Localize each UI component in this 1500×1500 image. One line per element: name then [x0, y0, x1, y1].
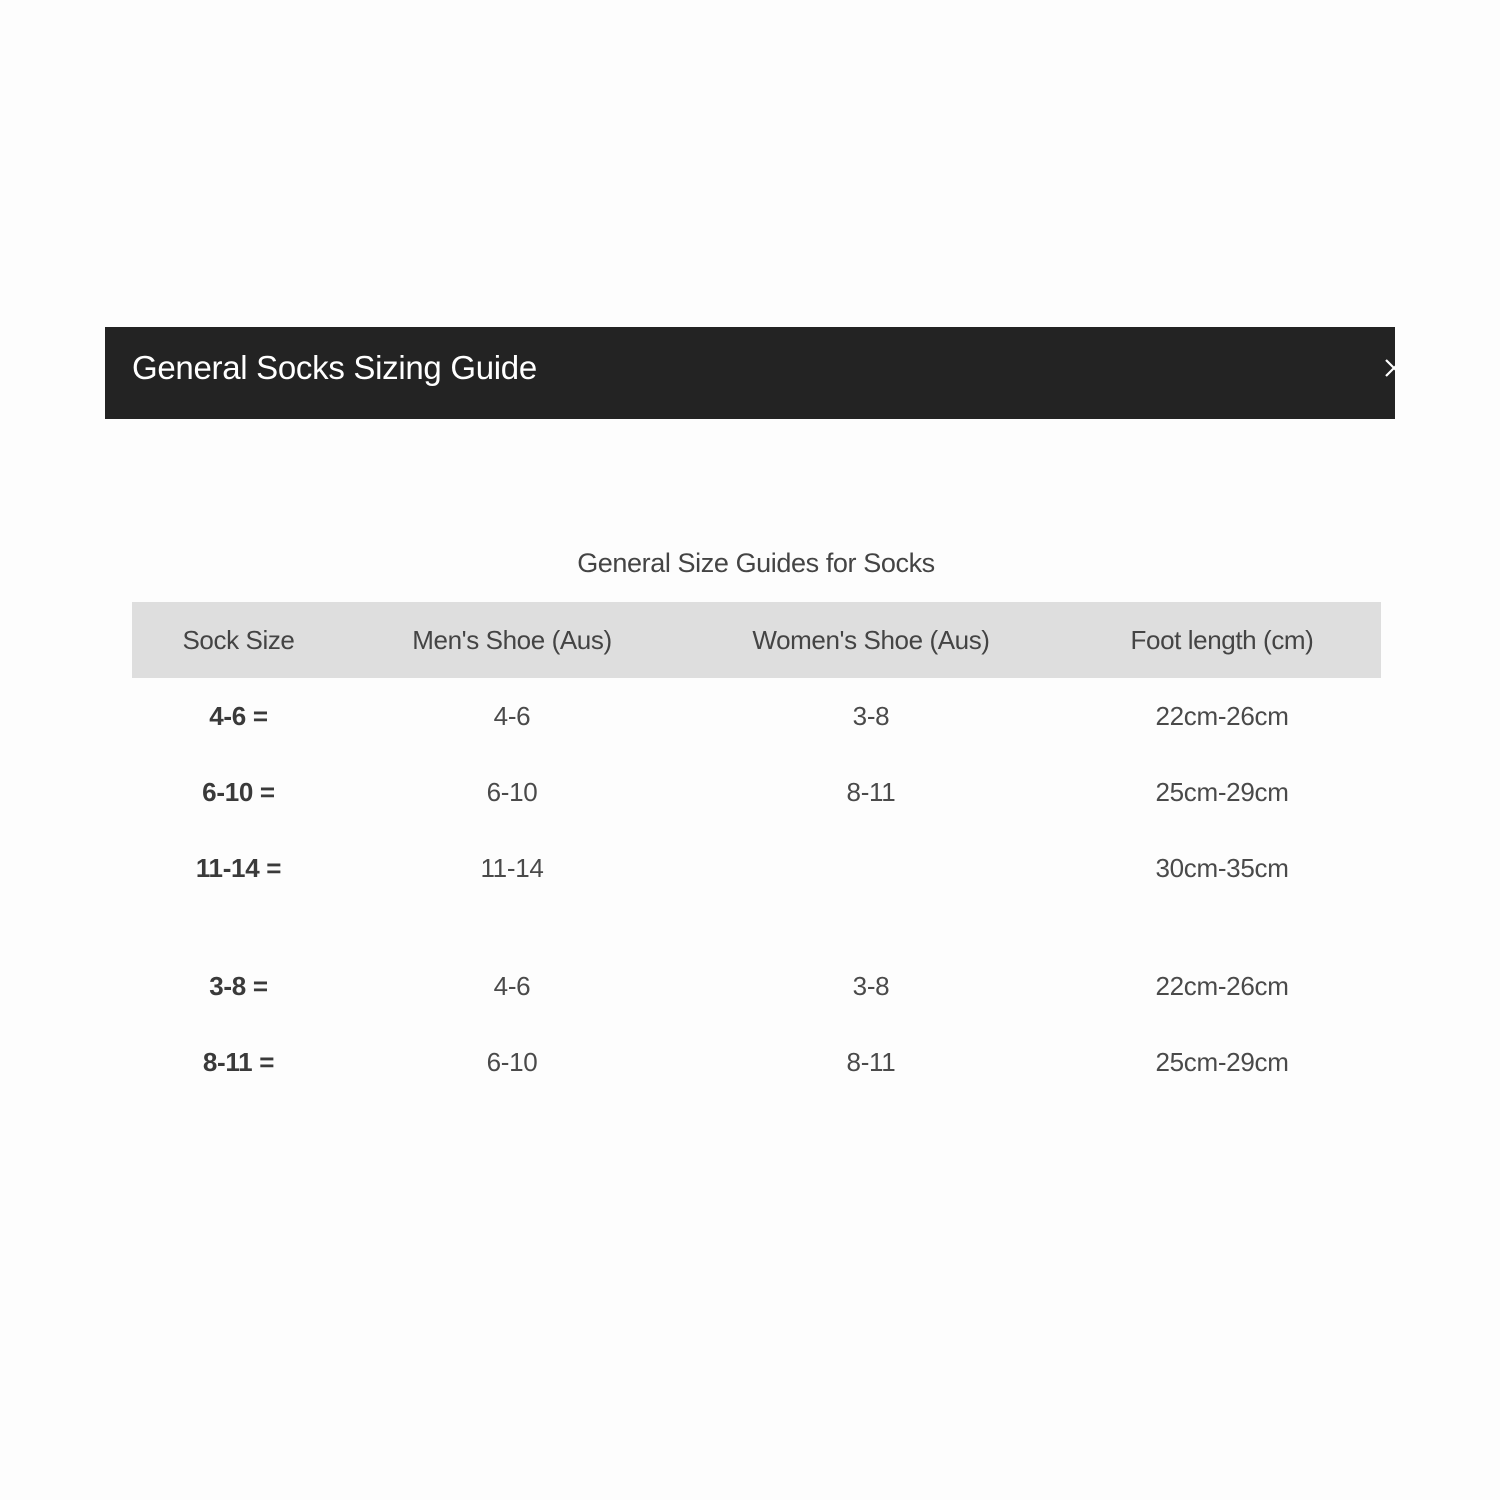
womens-shoe-cell: 3-8 — [852, 700, 890, 731]
womens-shoe-cell: 3-8 — [852, 970, 890, 1001]
womens-shoe-cell — [679, 830, 1063, 906]
foot-length-cell: 30cm-35cm — [1155, 852, 1289, 883]
mens-shoe-cell: 11-14 — [480, 852, 544, 883]
header-mens-shoe: Men's Shoe (Aus) — [345, 602, 679, 678]
foot-length-cell: 25cm-29cm — [1155, 1046, 1289, 1077]
header-sock-size: Sock Size — [132, 602, 345, 678]
womens-shoe-cell: 8-11 — [846, 1046, 896, 1077]
mens-shoe-cell: 4-6 — [493, 970, 531, 1001]
modal-header — [105, 327, 1395, 419]
sock-size-cell: 3-8 = — [209, 970, 268, 1001]
spacer-cell — [132, 906, 1381, 948]
table-row — [132, 948, 1381, 1024]
table-row — [132, 754, 1381, 830]
table-header-row — [132, 602, 1381, 678]
foot-length-cell: 22cm-26cm — [1155, 700, 1289, 731]
table-caption: General Size Guides for Socks — [577, 548, 935, 578]
sock-size-cell: 6-10 = — [202, 776, 275, 807]
mens-shoe-cell: 6-10 — [486, 776, 538, 807]
table-row — [132, 678, 1381, 754]
mens-shoe-cell: 6-10 — [486, 1046, 538, 1077]
womens-shoe-cell: 8-11 — [846, 776, 896, 807]
table-row — [132, 1024, 1381, 1100]
close-icon[interactable] — [1383, 357, 1395, 379]
table-spacer-row — [132, 906, 1381, 948]
header-foot-length: Foot length (cm) — [1063, 602, 1381, 678]
sock-size-cell: 8-11 = — [202, 1046, 275, 1077]
mens-shoe-cell: 4-6 — [493, 700, 531, 731]
sock-size-cell: 11-14 = — [195, 852, 282, 883]
foot-length-cell: 25cm-29cm — [1155, 776, 1289, 807]
header-womens-shoe: Women's Shoe (Aus) — [679, 602, 1063, 678]
table-row — [132, 830, 1381, 906]
size-table — [132, 602, 1381, 1100]
foot-length-cell: 22cm-26cm — [1155, 970, 1289, 1001]
modal-title: General Socks Sizing Guide — [132, 349, 537, 386]
sock-size-cell: 4-6 = — [209, 700, 268, 731]
